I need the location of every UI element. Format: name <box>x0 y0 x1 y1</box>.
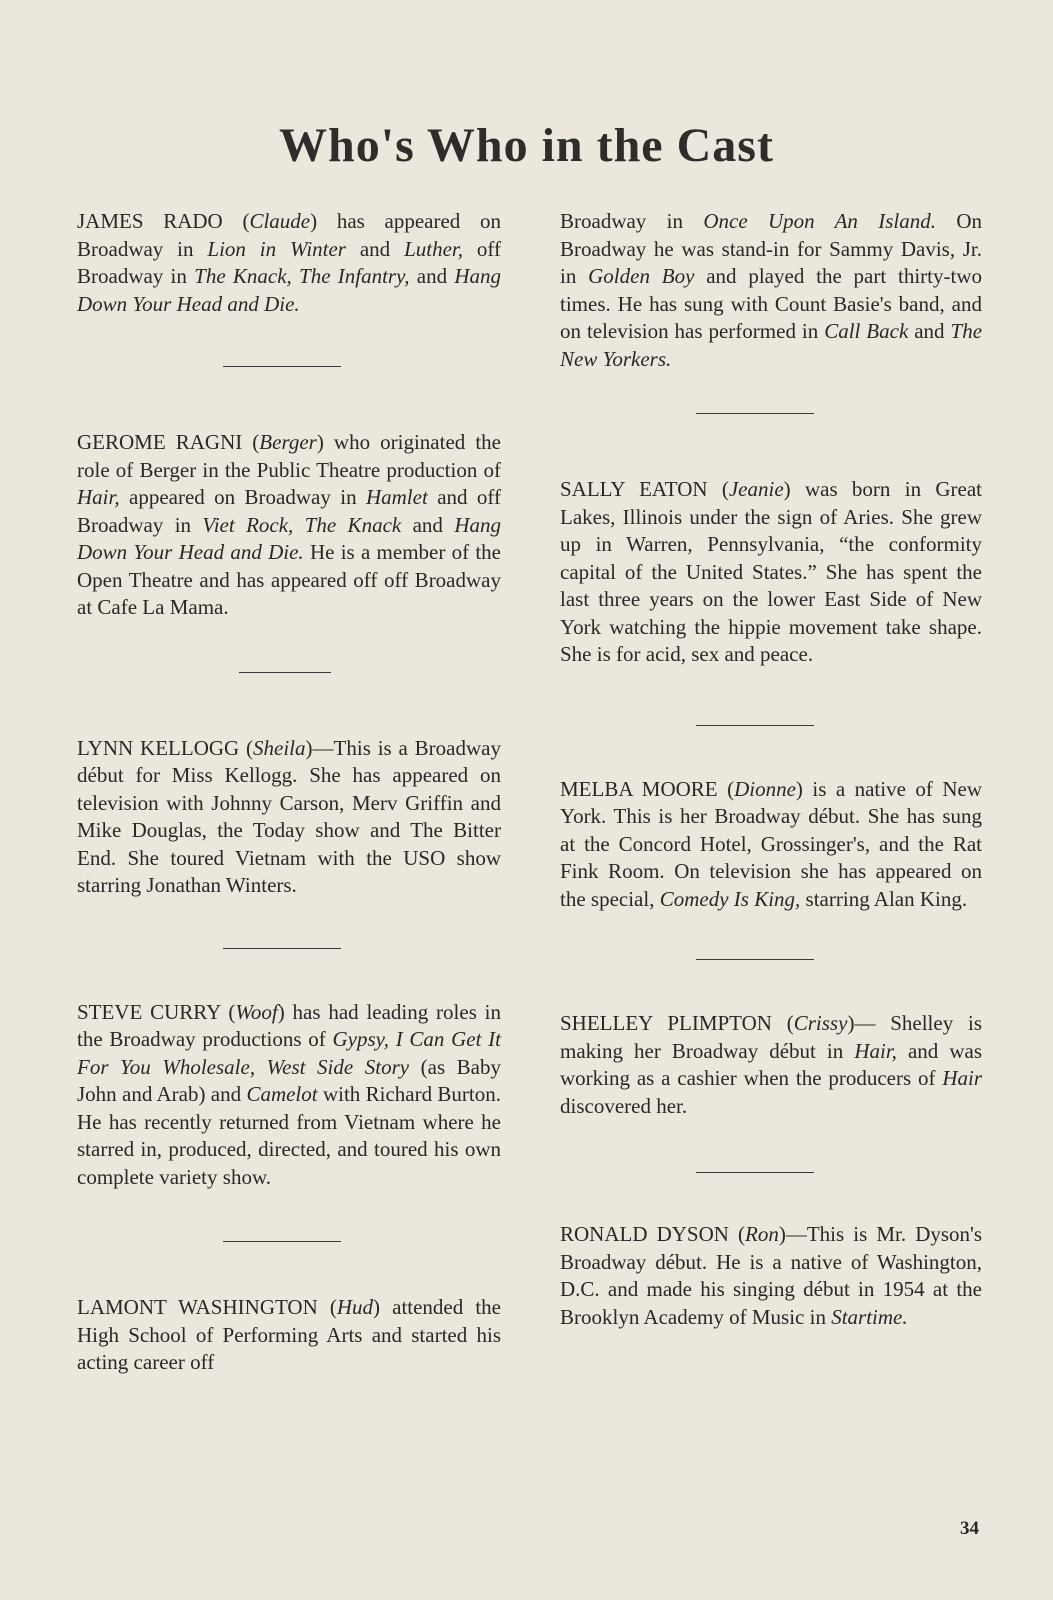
bio-text: was born in Great Lakes, Illinois under the sign of Aries. She grew up in Warren, Pennsylvania, “the conformity capital of the United States.” She has spent the last three years on the lower East Side of New York watching the hippie movement take shape. She is for acid, sex and peace. <box>560 477 983 666</box>
bio-text: has had leading roles in the Broadway productions of <box>77 999 502 1051</box>
character-name: Dionne <box>734 776 796 801</box>
show-title: Hang Down Your Head and Die. <box>77 512 501 564</box>
bio-text: Broadway in <box>560 209 683 233</box>
bio-text: and <box>412 512 443 537</box>
character-name: Claude <box>249 209 311 233</box>
show-title: Luther, <box>404 236 463 261</box>
bio-text: starring Alan King. <box>805 886 968 911</box>
bio-text: is a native of New York. This is her Broadway début. She has sung at the Concord Hotel, Grossinger's, and the Rat Fink Room. On television she has appeared on the special, <box>560 776 982 911</box>
cast-name: LAMONT WASHINGTON <box>77 1295 318 1319</box>
show-title: Gypsy, I Can Get It For You Wholesale, West Side Story <box>77 1027 501 1079</box>
bio-text: who originated the role of Berger in the Public Theatre production of <box>77 430 501 482</box>
bio-lynn-kellogg: LYNN KELLOGG (Sheila)—This is a Broadway début for Miss Kellogg. She has appeared on television with Johnny Carson, Merv Griffin and Mike Douglas, the Today show and The Bitter End. She toured Vietnam with the USO show starring Jonathan Winters. <box>77 735 501 897</box>
bio-text: attended the High School of Performing Arts and started his acting career off <box>77 1295 501 1374</box>
divider <box>696 959 814 960</box>
bio-ronald-dyson: RONALD DYSON (Ron)—This is Mr. Dyson's Broadway début. He is a native of Washington, D.C. and made his singing début in 1954 at the Brooklyn Academy of Music in Startime. <box>560 1222 982 1329</box>
bio-text: — Shelley is making her Broadway début in <box>560 1011 982 1063</box>
bio-text: has appeared on Broadway in <box>77 209 501 261</box>
divider <box>223 948 341 949</box>
divider <box>696 413 814 414</box>
character-name: Ron <box>745 1222 779 1246</box>
character-name: Sheila <box>253 735 306 760</box>
cast-name: STEVE CURRY <box>77 999 221 1024</box>
bio-text: and <box>914 319 945 343</box>
divider <box>696 1172 814 1173</box>
divider <box>223 1241 341 1242</box>
cast-name: GEROME RAGNI <box>77 430 243 454</box>
show-title: Comedy Is King, <box>659 886 801 911</box>
cast-name: MELBA MOORE <box>560 776 718 801</box>
show-title: Once Upon An Island. <box>703 209 936 233</box>
cast-name: RONALD DYSON <box>560 1222 729 1246</box>
cast-name: SHELLEY PLIMPTON <box>560 1011 772 1035</box>
cast-name: LYNN KELLOGG <box>77 735 240 760</box>
bio-text: and <box>416 264 448 288</box>
show-title: Golden Boy <box>588 264 695 288</box>
show-title: Hair, <box>854 1038 897 1063</box>
show-title: Call Back <box>824 319 909 343</box>
bio-james-rado: JAMES RADO (Claude) has appeared on Broadway in Lion in Winter and Luther, off Broadway in The Knack, The Infantry, and Hang Down Your Head and Die. <box>77 209 502 316</box>
bio-lamont-washington-continued <box>560 208 982 373</box>
bio-shelley-plimpton: SHELLEY PLIMPTON (Crissy)— Shelley is making her Broadway début in Hair, and was working as a cashier when the producers of Hair discovered her. <box>560 1011 983 1118</box>
show-title: Startime. <box>831 1304 908 1329</box>
bio-lamont-washington: LAMONT WASHINGTON (Hud) attended the High School of Performing Arts and started his acting career off <box>77 1295 501 1374</box>
show-title: Camelot <box>246 1082 318 1106</box>
divider <box>239 672 331 673</box>
character-name: Jeanie <box>728 477 784 501</box>
bio-text: On Broadway he was stand-in for Sammy Davis, Jr. in <box>560 209 983 288</box>
bio-melba-moore: MELBA MOORE (Dionne) is a native of New York. This is her Broadway début. She has sung at the Concord Hotel, Grossinger's, and the Rat Fink Room. On television she has appeared on the special, Comedy Is King, starring Alan King. <box>560 776 982 911</box>
divider <box>223 366 341 367</box>
bio-text: off Broadway in <box>77 236 501 288</box>
page-number: 34 <box>960 1518 979 1539</box>
left-column <box>77 208 501 1377</box>
right-column <box>560 208 982 1331</box>
divider <box>696 725 814 726</box>
bio-steve-curry: STEVE CURRY (Woof) has had leading roles in the Broadway productions of Gypsy, I Can Get It For You Wholesale, West Side Story (as Baby John and Arab) and Camelot with Richard Burton. He has recently returned from Vietnam where he starred in, produced, directed, and toured his own complete variety show. <box>77 999 502 1189</box>
bio-sally-eaton: SALLY EATON (Jeanie) was born in Great Lakes, Illinois under the sign of Aries. She grew up in Warren, Pennsylvania, “the conformity capital of the United States.” She has spent the last three years on the lower East Side of New York watching the hippie movement take shape. She is for acid, sex and peace. <box>560 477 983 666</box>
show-title: Hair <box>942 1066 982 1090</box>
bio-text: with Richard Burton. He has recently returned from Vietnam where he starred in, produced, directed, and toured his own complete variety show. <box>77 1082 501 1189</box>
bio-text: He is a member of the Open Theatre and has appeared off off Broadway at Cafe La Mama. <box>77 540 502 619</box>
character-name: Berger <box>259 430 317 454</box>
show-title: Hair, <box>77 485 120 509</box>
page-title: Who's Who in the Cast <box>279 119 774 172</box>
bio-text: appeared on Broadway in <box>129 485 357 509</box>
cast-name: SALLY EATON <box>560 477 708 501</box>
bio-text: (as Baby John and Arab) and <box>77 1054 501 1106</box>
bio-text: and played the part thirty-two times. He has sung with Count Basie's band, and on television has performed in <box>560 264 982 343</box>
bio-text: —This is Mr. Dyson's Broadway début. He is a native of Washington, D.C. and made his singing début in 1954 at the Brooklyn Academy of Music in <box>560 1222 982 1329</box>
show-title: The New Yorkers. <box>560 319 983 371</box>
bio-text: —This is a Broadway début for Miss Kellogg. She has appeared on television with Johnny Carson, Merv Griffin and Mike Douglas, the Today show and The Bitter End. She toured Vietnam with the USO show starring Jonathan Winters. <box>77 735 501 897</box>
cast-name: JAMES RADO <box>77 209 223 233</box>
bio-text: discovered her. <box>560 1093 688 1118</box>
bio-text: and off Broadway in <box>77 485 502 537</box>
bio-gerome-ragni: GEROME RAGNI (Berger) who originated the role of Berger in the Public Theatre production of Hair, appeared on Broadway in Hamlet and off Broadway in Viet Rock, The Knack and Hang Down Your Head and Die. He is a member of the Open Theatre and has appeared off off Broadway at Cafe La Mama. <box>77 430 502 619</box>
show-title: Lion in Winter <box>207 236 346 261</box>
character-name: Crissy <box>793 1011 848 1035</box>
show-title: Viet Rock, The Knack <box>202 512 402 537</box>
show-title: Hamlet <box>365 485 428 509</box>
bio-text: and <box>359 236 391 261</box>
bio-text: and was working as a cashier when the producers of <box>560 1038 983 1090</box>
show-title: The Knack, The Infantry, <box>194 264 410 288</box>
character-name: Hud <box>336 1295 374 1319</box>
character-name: Woof <box>235 999 278 1024</box>
show-title: Hang Down Your Head and Die. <box>77 264 502 316</box>
